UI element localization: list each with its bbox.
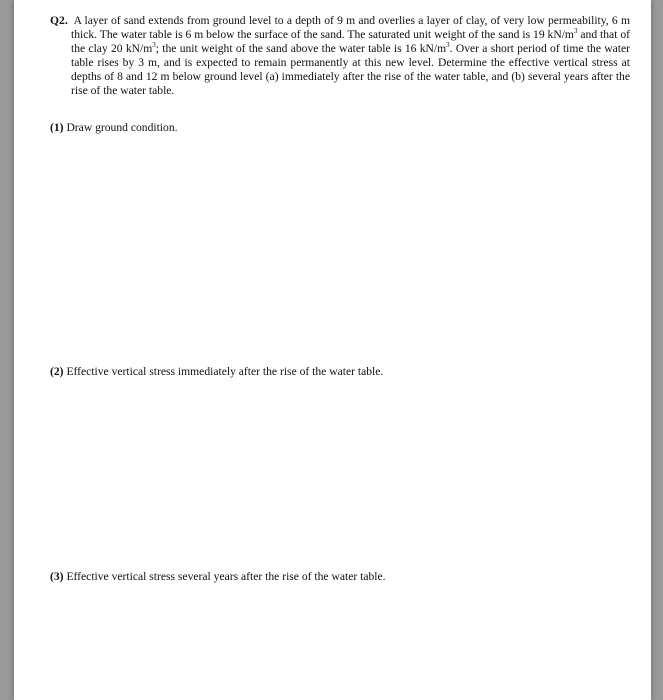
question-q2 <box>50 14 630 97</box>
document-page <box>14 0 651 700</box>
part-1-heading: (1) Draw ground condition. <box>50 121 178 134</box>
question-label: Q2. <box>50 14 68 27</box>
part-2-heading: (2) Effective vertical stress immediately after the rise of the water table. <box>50 365 384 378</box>
question-text: A layer of sand extends from ground level to a depth of 9 m and overlies a layer of clay, of very low permeability, 6 m thick. The water table is 6 m below the surface of the sand. The saturated unit weight of the sand is 19 $kN/m^3$ and that of the clay 20 $kN/m^3$; the unit weight of the sand above the water table is 16 $kN/m^3$. Over a short period of time the water table rises by 3 m, and is expected to remain permanently at this new level. Determine the effective vertical stress at depths of 8 and 12 m below ground level (a) immediately after the rise of the water table, and (b) several years after the rise of the water table. <box>71 14 631 97</box>
part-3-heading: (3) Effective vertical stress several years after the rise of the water table. <box>50 570 386 583</box>
